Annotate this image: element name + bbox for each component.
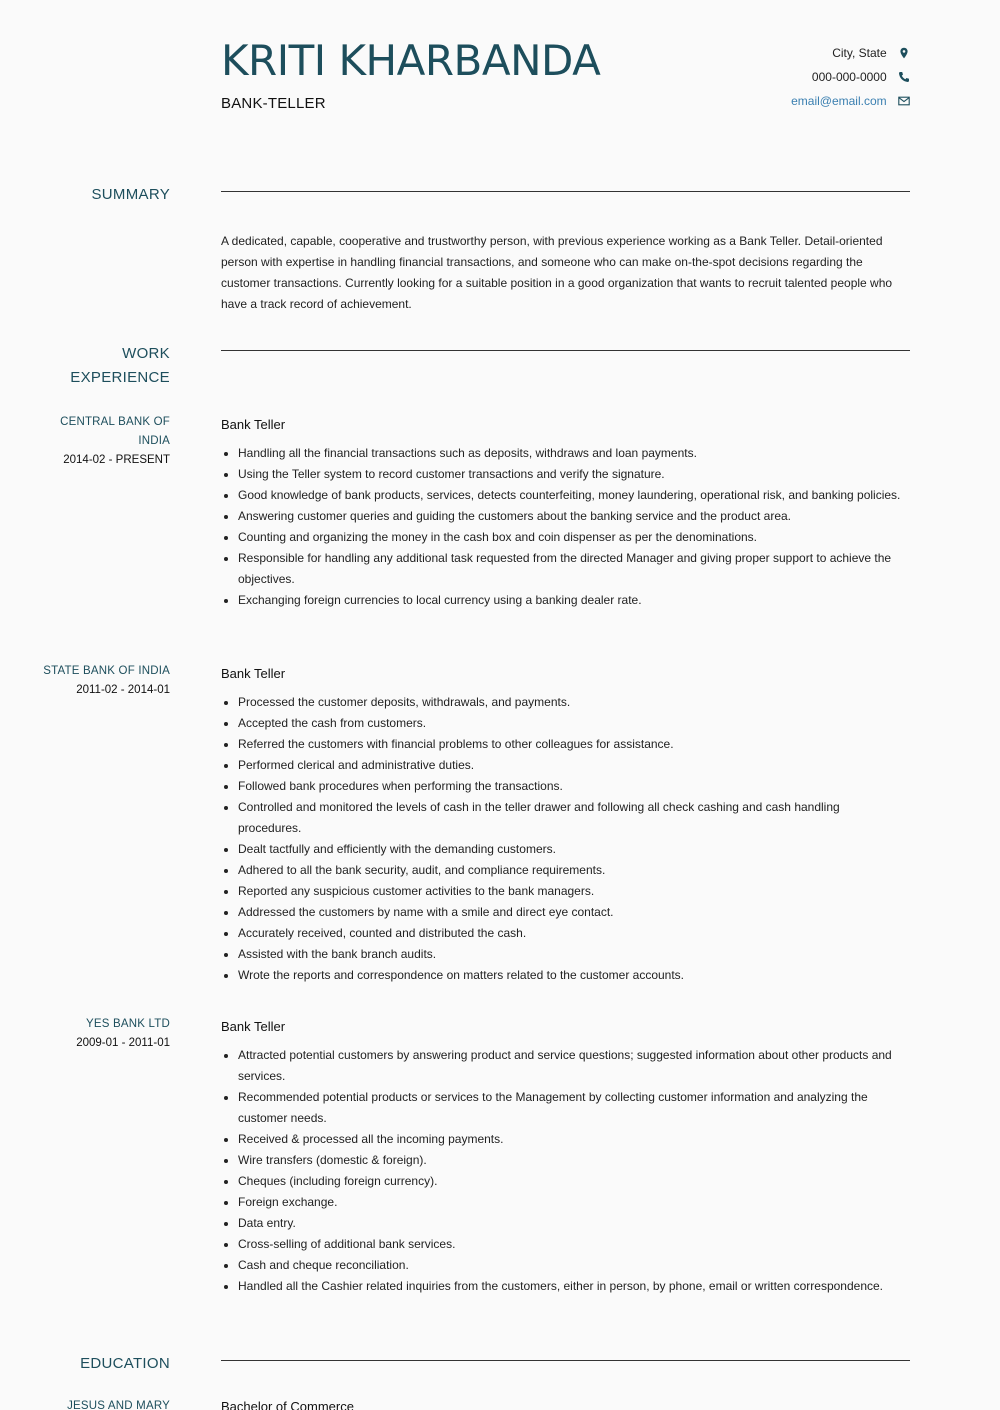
bullet-item: • Assisted with the bank branch audits.: [238, 944, 901, 965]
bullet-item: • Good knowledge of bank products, services, detects counterfeiting, money laundering, operational risk, and banking policies.: [238, 485, 901, 506]
job-1-title: Bank Teller: [221, 417, 286, 432]
work-heading-line2: EXPERIENCE: [70, 369, 170, 386]
bullet-item: • Accurately received, counted and distributed the cash.: [238, 923, 901, 944]
bullet-item: • Dealt tactfully and efficiently with the demanding customers.: [238, 839, 901, 860]
job-2-company: STATE BANK OF INDIA: [43, 665, 170, 677]
bullet-item: • Wire transfers (domestic & foreign).: [238, 1150, 901, 1171]
education-heading: EDUCATION: [80, 1355, 170, 1372]
bullet-item: • Handled all the Cashier related inquiries from the customers, either in person, by phone, email or written correspondence.: [238, 1276, 901, 1297]
bullet-item: • Responsible for handling any additional task requested from the directed Manager and giving proper support to achieve the objectives.: [238, 548, 901, 590]
job-3-meta: [30, 1015, 170, 1053]
bullet-item: • Cross-selling of additional bank services.: [238, 1234, 901, 1255]
job-2-title: Bank Teller: [221, 666, 286, 681]
bullet-item: • Cash and cheque reconciliation.: [238, 1255, 901, 1276]
summary-text: A dedicated, capable, cooperative and trustworthy person, with previous experience working as a Bank Teller. Detail-oriented person with expertise in handling financial transactions, and someone who can make on-the-spot decisions regarding the customer transactions. Currently looking for a suitable position in a good organization that wants to recruit talented people who have a track record of achievement.: [221, 234, 893, 311]
job-2-dates: 2011-02 - 2014-01: [76, 684, 170, 696]
bullet-item: • Adhered to all the bank security, audit, and compliance requirements.: [238, 860, 901, 881]
job-1-bullets: [221, 443, 901, 611]
contact-phone: [791, 67, 910, 91]
phone-text: 000-000-0000: [811, 69, 887, 84]
bullet-item: • Addressed the customers by name with a smile and direct eye contact.: [238, 902, 901, 923]
bullet-item: • Reported any suspicious customer activities to the bank managers.: [238, 881, 901, 902]
bullet-item: • Answering customer queries and guiding the customers about the banking service and the product area.: [238, 506, 901, 527]
job-1-company-line1: CENTRAL BANK OF: [60, 416, 170, 428]
bullet-item: • Accepted the cash from customers.: [238, 713, 901, 734]
bullet-item: • Recommended potential products or services to the Management by collecting customer information and analyzing the customer needs.: [238, 1087, 901, 1129]
job-2-details: [221, 665, 901, 986]
education-meta: [30, 1397, 170, 1410]
summary-heading: SUMMARY: [91, 186, 170, 203]
education-details: [221, 1398, 901, 1410]
bullet-item: • Received & processed all the incoming payments.: [238, 1129, 901, 1150]
job-3-bullets: [221, 1045, 901, 1297]
education-degree: Bachelor of Commerce: [221, 1399, 354, 1410]
bullet-item: • Data entry.: [238, 1213, 901, 1234]
job-1-dates: 2014-02 - PRESENT: [63, 454, 170, 466]
job-3-company: YES BANK LTD: [86, 1018, 170, 1030]
job-1-company: [30, 413, 170, 451]
envelope-icon: [898, 95, 910, 107]
bullet-item: • Cheques (including foreign currency).: [238, 1171, 901, 1192]
summary-divider: [221, 191, 910, 192]
contact-block: [791, 43, 910, 115]
job-1-details: [221, 416, 901, 611]
job-3-title: Bank Teller: [221, 1019, 286, 1034]
education-divider: [221, 1360, 910, 1361]
bullet-item: • Using the Teller system to record customer transactions and verify the signature.: [238, 464, 901, 485]
bullet-item: • Processed the customer deposits, withdrawals, and payments.: [238, 692, 901, 713]
map-pin-icon: [898, 47, 910, 59]
bullet-item: • Attracted potential customers by answering product and service questions; suggested information about other products and services.: [238, 1045, 901, 1087]
education-school: JESUS AND MARY: [67, 1400, 170, 1410]
work-heading-line1: WORK: [122, 345, 170, 362]
bullet-item: • Handling all the financial transactions such as deposits, withdraws and loan payments.: [238, 443, 901, 464]
work-experience-heading: [70, 342, 170, 390]
bullet-item: • Controlled and monitored the levels of cash in the teller drawer and following all check cashing and cash handling procedures.: [238, 797, 901, 839]
bullet-item: • Referred the customers with financial problems to other colleagues for assistance.: [238, 734, 901, 755]
bullet-item: • Followed bank procedures when performing the transactions.: [238, 776, 901, 797]
job-1-meta: [30, 413, 170, 470]
bullet-item: • Counting and organizing the money in the cash box and coin dispenser as per the denominations.: [238, 527, 901, 548]
bullet-item: • Foreign exchange.: [238, 1192, 901, 1213]
email-link[interactable]: email@email.com: [791, 93, 887, 108]
job-3-dates: 2009-01 - 2011-01: [76, 1037, 170, 1049]
candidate-title: BANK-TELLER: [221, 95, 326, 112]
bullet-item: • Performed clerical and administrative duties.: [238, 755, 901, 776]
bullet-item: • Exchanging foreign currencies to local currency using a banking dealer rate.: [238, 590, 901, 611]
bullet-item: • Wrote the reports and correspondence on matters related to the customer accounts.: [238, 965, 901, 986]
job-2-bullets: [221, 692, 901, 986]
location-text: City, State: [832, 45, 887, 60]
phone-icon: [898, 71, 910, 83]
job-2-meta: [30, 662, 170, 700]
contact-email[interactable]: [791, 91, 910, 115]
candidate-name: KRITI KHARBANDA: [221, 36, 601, 85]
job-1-company-line2: INDIA: [138, 435, 170, 447]
work-divider: [221, 350, 910, 351]
job-3-details: [221, 1018, 901, 1297]
contact-location: [791, 43, 910, 67]
